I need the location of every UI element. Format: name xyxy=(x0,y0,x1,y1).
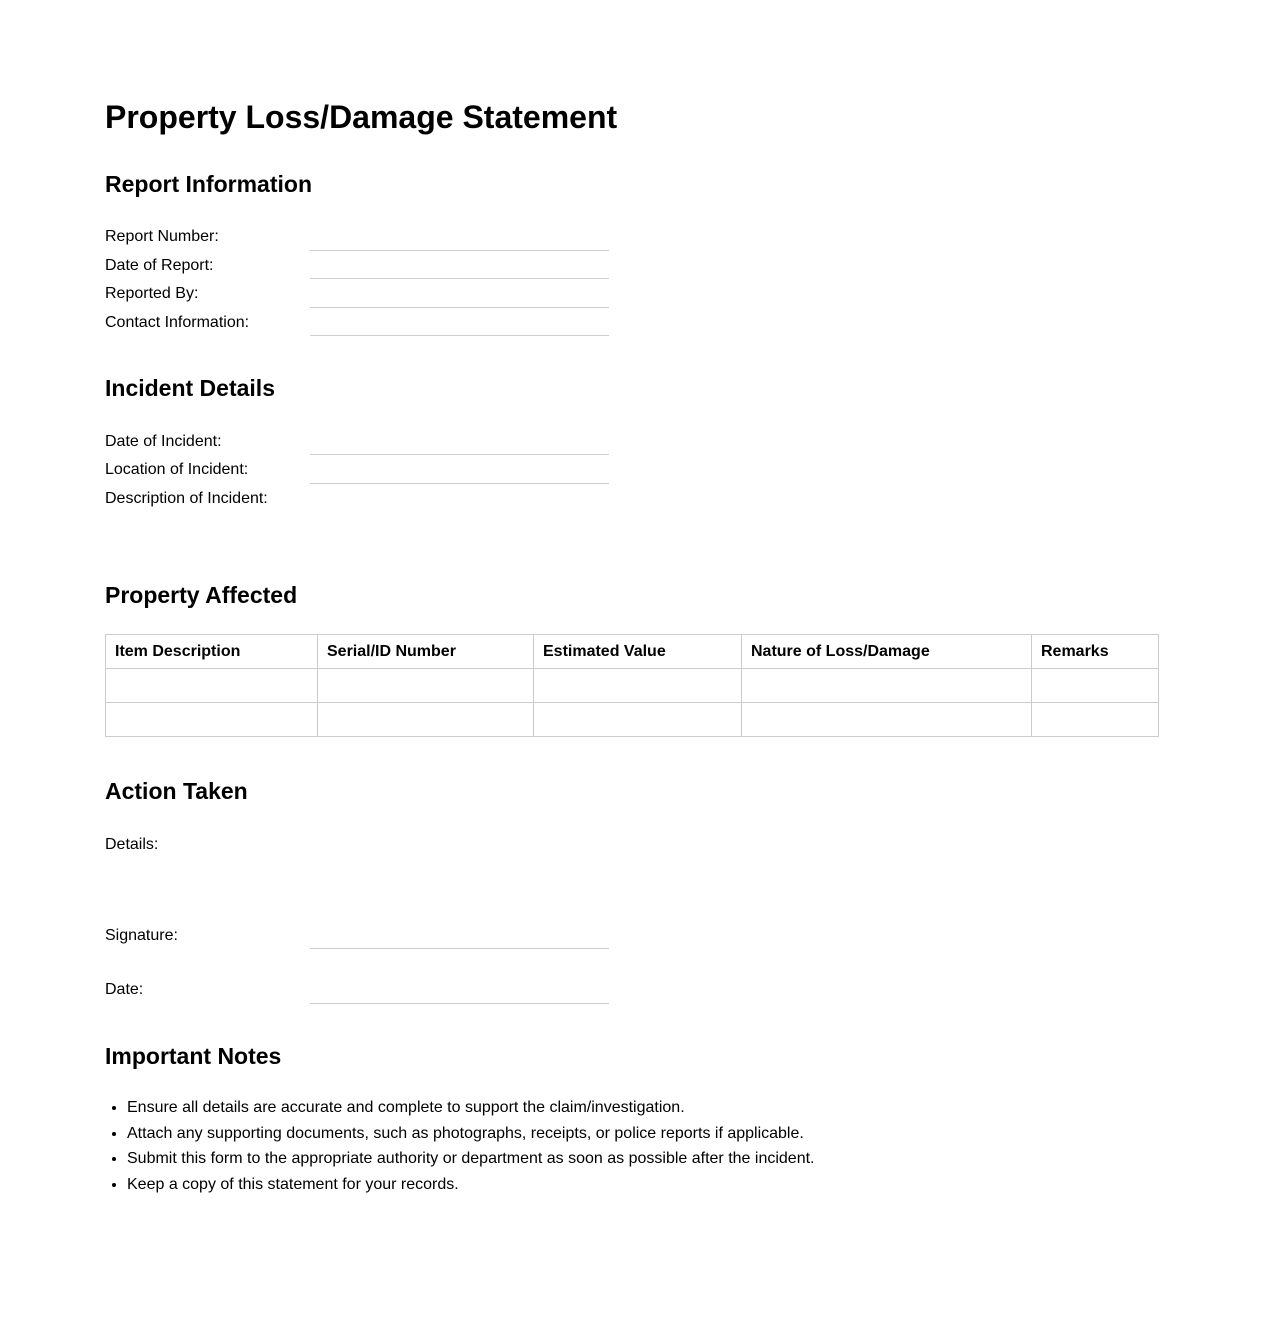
date-of-report-label: Date of Report: xyxy=(105,257,214,274)
action-details-field xyxy=(105,835,610,895)
page-title: Property Loss/Damage Statement xyxy=(105,99,618,135)
description-of-incident-input[interactable] xyxy=(310,489,609,544)
column-header-estimated-value: Estimated Value xyxy=(534,635,742,669)
table-header-row xyxy=(106,635,1159,669)
table-row xyxy=(106,669,1159,703)
property-affected-table xyxy=(105,634,1159,737)
list-item: • Submit this form to the appropriate authority or department as soon as possible after the incident. xyxy=(127,1146,814,1172)
location-of-incident-input-line[interactable] xyxy=(310,483,609,484)
table-cell[interactable] xyxy=(318,669,534,703)
list-item: • Ensure all details are accurate and complete to support the claim/investigation. xyxy=(127,1095,814,1121)
contact-information-field xyxy=(105,313,610,341)
list-item: • Attach any supporting documents, such as photographs, receipts, or police reports if applicable. xyxy=(127,1121,814,1147)
column-header-nature-of-loss-damage: Nature of Loss/Damage xyxy=(742,635,1032,669)
column-header-serial-id-number: Serial/ID Number xyxy=(318,635,534,669)
table-row xyxy=(106,703,1159,737)
date-of-incident-label: Date of Incident: xyxy=(105,433,222,450)
date-field xyxy=(105,980,610,1008)
date-of-report-field xyxy=(105,256,610,284)
table-cell[interactable] xyxy=(534,669,742,703)
signature-input-line[interactable] xyxy=(310,948,609,949)
table-cell[interactable] xyxy=(742,703,1032,737)
section-heading-property-affected: Property Affected xyxy=(105,582,298,608)
section-heading-report-information: Report Information xyxy=(105,171,312,197)
table-cell[interactable] xyxy=(1032,703,1159,737)
contact-information-input-line[interactable] xyxy=(310,335,609,336)
signature-field xyxy=(105,926,610,954)
table-cell[interactable] xyxy=(318,703,534,737)
column-header-remarks: Remarks xyxy=(1032,635,1159,669)
location-of-incident-label: Location of Incident: xyxy=(105,461,249,478)
report-number-label: Report Number: xyxy=(105,228,219,245)
description-of-incident-label: Description of Incident: xyxy=(105,490,268,507)
table-cell[interactable] xyxy=(742,669,1032,703)
list-item: • Keep a copy of this statement for your records. xyxy=(127,1172,814,1198)
date-of-incident-field xyxy=(105,432,610,460)
table-cell[interactable] xyxy=(534,703,742,737)
section-heading-action-taken: Action Taken xyxy=(105,778,248,804)
signature-label: Signature: xyxy=(105,927,178,944)
reported-by-label: Reported By: xyxy=(105,285,199,302)
section-heading-important-notes: Important Notes xyxy=(105,1043,282,1069)
date-label: Date: xyxy=(105,981,144,998)
reported-by-field xyxy=(105,284,610,312)
action-details-input[interactable] xyxy=(310,835,609,890)
contact-information-label: Contact Information: xyxy=(105,314,250,331)
date-of-report-input-line[interactable] xyxy=(310,278,609,279)
location-of-incident-field xyxy=(105,460,610,488)
report-number-input-line[interactable] xyxy=(310,250,609,251)
date-input-line[interactable] xyxy=(310,1003,609,1004)
table-cell[interactable] xyxy=(106,703,318,737)
column-header-item-description: Item Description xyxy=(106,635,318,669)
section-heading-incident-details: Incident Details xyxy=(105,375,275,401)
table-cell[interactable] xyxy=(106,669,318,703)
description-of-incident-field xyxy=(105,489,610,549)
action-details-label: Details: xyxy=(105,836,159,853)
table-cell[interactable] xyxy=(1032,669,1159,703)
report-number-field xyxy=(105,227,610,255)
important-notes-list xyxy=(105,1095,814,1198)
reported-by-input-line[interactable] xyxy=(310,307,609,308)
date-of-incident-input-line[interactable] xyxy=(310,454,609,455)
